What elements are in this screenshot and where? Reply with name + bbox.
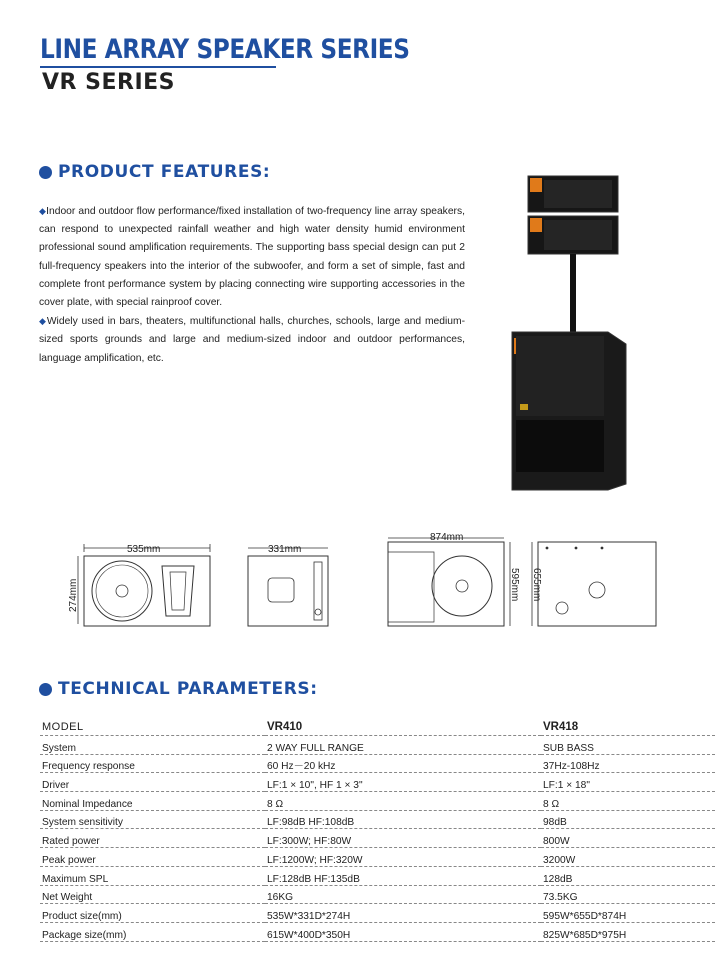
table-row xyxy=(40,829,715,848)
vr418-value-cell: 37Hz-108Hz xyxy=(541,754,715,773)
heading-bullet-icon xyxy=(39,166,52,179)
table-row xyxy=(40,885,715,904)
param-name-cell: Driver xyxy=(40,773,265,792)
vr418-value-cell: SUB BASS xyxy=(541,736,715,755)
dim-height-label: 274mm xyxy=(68,578,79,612)
param-name-cell: Product size(mm) xyxy=(40,904,265,923)
table-row xyxy=(40,922,715,941)
feature-paragraph xyxy=(39,202,465,312)
front-view-drawing xyxy=(68,544,210,626)
param-name-cell: Frequency response xyxy=(40,754,265,773)
sub-side-view-drawing xyxy=(531,542,656,626)
vr410-value-cell: 2 WAY FULL RANGE xyxy=(265,736,541,755)
vr418-value-cell: 8 Ω xyxy=(541,792,715,811)
column-header-vr418: VR418 xyxy=(541,711,715,736)
dim-sub-height-label: 595mm xyxy=(509,568,520,602)
diamond-bullet-icon: ◆ xyxy=(39,206,47,216)
heading-bullet-icon xyxy=(39,683,52,696)
vr410-value-cell: 615W*400D*350H xyxy=(265,922,541,941)
param-name-cell: System xyxy=(40,736,265,755)
vr410-value-cell: LF:1 × 10", HF 1 × 3" xyxy=(265,773,541,792)
table-row xyxy=(40,848,715,867)
column-header-model: MODEL xyxy=(40,711,265,736)
page-subtitle: VR SERIES xyxy=(42,70,175,95)
vr410-value-cell: LF:128dB HF:135dB xyxy=(265,866,541,885)
feature-paragraph-text: Widely used in bars, theaters, multifunctional halls, churches, schools, large and medium-sized sports grounds and large and medium-sized indoor and outdoor performances, language amplification, etc. xyxy=(39,316,465,364)
product-photo xyxy=(508,172,638,492)
vr410-value-cell: 8 Ω xyxy=(265,792,541,811)
vr418-value-cell: LF:1 × 18" xyxy=(541,773,715,792)
param-name-cell: Nominal Impedance xyxy=(40,792,265,811)
dim-width-label: 535mm xyxy=(127,544,161,555)
vr410-value-cell: LF:98dB HF:108dB xyxy=(265,810,541,829)
table-row xyxy=(40,773,715,792)
table-header-row xyxy=(40,711,715,736)
vr418-value-cell: 73.5KG xyxy=(541,885,715,904)
sub-front-view-drawing xyxy=(388,532,520,626)
table-row xyxy=(40,754,715,773)
features-heading xyxy=(39,162,270,182)
features-heading-label: PRODUCT FEATURES: xyxy=(58,162,271,182)
table-row xyxy=(40,810,715,829)
param-name-cell: Package size(mm) xyxy=(40,922,265,941)
table-row xyxy=(40,866,715,885)
vr418-value-cell: 800W xyxy=(541,829,715,848)
diamond-bullet-icon: ◆ xyxy=(39,316,47,327)
vr410-value-cell: 16KG xyxy=(265,885,541,904)
vr410-value-cell: LF:300W; HF:80W xyxy=(265,829,541,848)
feature-paragraph xyxy=(39,312,465,368)
page-title: LINE ARRAY SPEAKER SERIES xyxy=(40,34,410,65)
title-underline xyxy=(40,66,276,68)
param-name-cell: Maximum SPL xyxy=(40,866,265,885)
dim-depth-label: 331mm xyxy=(268,544,302,555)
vr410-value-cell: 535W*331D*274H xyxy=(265,904,541,923)
dim-sub-width-label: 874mm xyxy=(430,532,464,543)
param-name-cell: System sensitivity xyxy=(40,810,265,829)
vr418-value-cell: 128dB xyxy=(541,866,715,885)
table-row xyxy=(40,792,715,811)
side-view-drawing xyxy=(248,544,328,626)
param-name-cell: Rated power xyxy=(40,829,265,848)
features-text xyxy=(39,202,465,368)
technical-drawings xyxy=(62,528,662,638)
dim-sub-depth-label: 655mm xyxy=(531,568,542,602)
vr418-value-cell: 3200W xyxy=(541,848,715,867)
feature-paragraph-text: Indoor and outdoor flow performance/fixed installation of two-frequency line array speakers, can respond to unexpected rainfall weather and high water density humid environment professional sound amplification requirements. The supporting bass special design can put 2 full-frequency speakers into the interior of the subwoofer, and form a set of simple, fast and complete front performance system by placing connecting wire supporting accessories in the cover plate, with special rainproof cover. xyxy=(39,206,465,309)
table-row xyxy=(40,904,715,923)
parameters-table xyxy=(40,711,715,942)
vr418-value-cell: 98dB xyxy=(541,810,715,829)
param-name-cell: Peak power xyxy=(40,848,265,867)
param-name-cell: Net Weight xyxy=(40,885,265,904)
vr418-value-cell: 825W*685D*975H xyxy=(541,922,715,941)
table-row xyxy=(40,736,715,755)
parameters-heading xyxy=(39,679,318,699)
vr418-value-cell: 595W*655D*874H xyxy=(541,904,715,923)
parameters-heading-label: TECHNICAL PARAMETERS: xyxy=(58,679,318,699)
vr410-value-cell: 60 Hz－20 kHz xyxy=(265,754,541,773)
vr410-value-cell: LF:1200W; HF:320W xyxy=(265,848,541,867)
column-header-vr410: VR410 xyxy=(265,711,541,736)
